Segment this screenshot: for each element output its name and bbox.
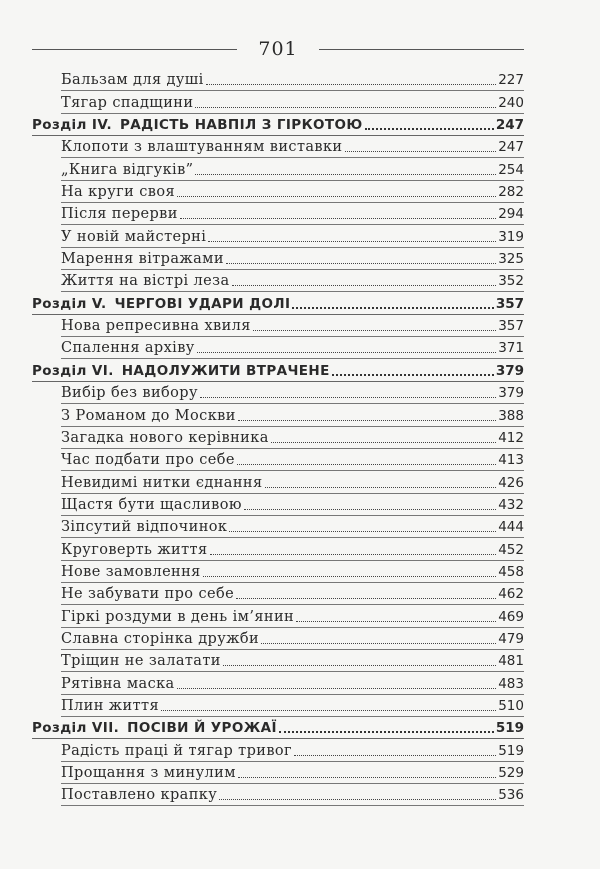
toc-page-number: 479 xyxy=(498,630,524,647)
toc-page-number: 352 xyxy=(498,273,524,290)
toc-entry-row xyxy=(32,672,524,694)
dot-leader xyxy=(294,755,496,756)
toc-entry-row xyxy=(32,225,524,247)
toc-entry-row xyxy=(32,471,524,493)
toc-entry-row xyxy=(32,561,524,583)
toc-entry-title: Прощання з минулим xyxy=(61,765,236,781)
toc-page-number: 519 xyxy=(498,742,524,759)
dot-leader xyxy=(180,218,496,219)
toc-entry-row xyxy=(32,203,524,225)
toc-page-number: 458 xyxy=(498,563,524,580)
toc-section-row xyxy=(32,292,524,314)
toc-entry-row xyxy=(32,69,524,91)
dot-leader xyxy=(296,621,496,622)
toc-page-number: 529 xyxy=(498,765,524,781)
dot-leader xyxy=(265,487,497,488)
toc-section-heading xyxy=(32,362,330,380)
dot-leader xyxy=(223,665,496,666)
toc-page-number: 240 xyxy=(498,94,524,111)
toc-entry-title: Бальзам для душі xyxy=(61,72,204,89)
dot-leader xyxy=(232,285,497,286)
dot-leader xyxy=(292,307,493,309)
toc-entry-row xyxy=(32,538,524,560)
toc-page-number: 481 xyxy=(498,653,524,670)
header-rule-right xyxy=(319,49,524,50)
dot-leader xyxy=(177,688,497,689)
dot-leader xyxy=(195,174,496,175)
dot-leader xyxy=(229,531,496,532)
toc-entry-row xyxy=(32,404,524,426)
toc-entry-title: На круги своя xyxy=(61,184,176,201)
dot-leader xyxy=(237,464,496,465)
section-label: Розділ VII. xyxy=(32,720,120,737)
toc-entry-title: Нове замовлення xyxy=(61,563,201,580)
toc-page-number: 483 xyxy=(498,675,524,692)
toc-page-number: 536 xyxy=(498,787,524,804)
toc-entry-title: Гіркі роздуми в день ім’янин xyxy=(61,608,295,625)
dot-leader xyxy=(253,330,496,331)
toc-entry-row xyxy=(32,516,524,538)
toc-entry-row xyxy=(32,494,524,516)
toc-page-number: 371 xyxy=(498,340,524,357)
toc-entry-title: Після перерви xyxy=(61,206,178,223)
dot-leader xyxy=(208,241,496,242)
toc-section-heading xyxy=(32,719,277,737)
toc-entry-title: З Романом до Москви xyxy=(61,407,236,424)
toc-entry-title: Плин життя xyxy=(61,697,159,714)
toc-page-number: 452 xyxy=(498,541,524,558)
toc-entry-row xyxy=(32,650,524,672)
section-title: ЧЕРГОВІ УДАРИ ДОЛІ xyxy=(114,295,291,312)
toc-entry-title: Щастя бути щасливою xyxy=(61,496,242,513)
dot-leader xyxy=(197,352,497,353)
toc-page-number: 247 xyxy=(495,117,524,134)
toc-entry-row xyxy=(32,270,524,292)
toc-entry-row xyxy=(32,739,524,761)
toc-entry-row xyxy=(32,449,524,471)
toc-entry-title: Життя на вістрі леза xyxy=(61,273,230,290)
toc-page-number: 388 xyxy=(498,407,524,424)
toc-page-number: 282 xyxy=(498,184,524,201)
dot-leader xyxy=(345,151,497,152)
toc-page-number: 357 xyxy=(495,295,524,312)
toc-entry-row xyxy=(32,315,524,337)
toc-page-number: 432 xyxy=(498,496,524,513)
toc-entry-title: Спалення архіву xyxy=(61,340,195,357)
dot-leader xyxy=(195,107,496,108)
toc-entry-title: Зіпсутий відпочинок xyxy=(61,519,228,536)
toc-page-number: 247 xyxy=(498,139,524,156)
toc-page-number: 412 xyxy=(498,429,524,446)
toc-section-row xyxy=(32,114,524,136)
page-number: 701 xyxy=(258,38,298,60)
toc-entry-title: Не забувати про себе xyxy=(61,586,235,603)
section-label: Розділ VI. xyxy=(32,362,114,379)
toc-page-number: 379 xyxy=(498,385,524,402)
toc-entry-title: Тріщин не залатати xyxy=(61,653,221,670)
section-label: Розділ V. xyxy=(32,295,107,312)
toc-page-number: 426 xyxy=(498,474,524,491)
section-label: Розділ IV. xyxy=(32,117,112,134)
dot-leader xyxy=(177,196,496,197)
toc-entry-row xyxy=(32,583,524,605)
toc-entry-row xyxy=(32,181,524,203)
dot-leader xyxy=(200,397,496,398)
toc-entry-title: У новій майстерні xyxy=(61,228,207,245)
section-title: НАДОЛУЖИТИ ВТРАЧЕНЕ xyxy=(121,362,330,379)
toc-entry-title: „Книга відгуків” xyxy=(61,161,194,178)
toc-entry-title: Невидимі нитки єднання xyxy=(61,474,263,491)
dot-leader xyxy=(236,598,496,599)
toc-entry-title: Вибір без вибору xyxy=(61,385,198,402)
dot-leader xyxy=(238,777,496,778)
toc-section-row xyxy=(32,359,524,381)
toc-entry-title: Тягар спадщини xyxy=(61,94,194,111)
toc-entry-title: Радість праці й тягар тривог xyxy=(61,742,293,759)
toc-entry-row xyxy=(32,91,524,113)
toc-section-row xyxy=(32,717,524,739)
toc-page-number: 462 xyxy=(498,586,524,603)
toc-page-number: 444 xyxy=(498,519,524,536)
toc-entry-title: Рятівна маска xyxy=(61,675,175,692)
dot-leader xyxy=(244,509,496,510)
toc-entry-row xyxy=(32,337,524,359)
section-title: ПОСІВИ Й УРОЖАЇ xyxy=(127,720,277,737)
toc-page-number: 469 xyxy=(498,608,524,625)
dot-leader xyxy=(238,420,496,421)
toc-entry-row xyxy=(32,784,524,806)
toc-entry-row xyxy=(32,695,524,717)
table-of-contents xyxy=(32,69,524,806)
dot-leader xyxy=(219,799,496,800)
toc-page-number: 413 xyxy=(498,452,524,469)
section-title: РАДІСТЬ НАВПІЛ З ГІРКОТОЮ xyxy=(120,117,363,134)
toc-entry-row xyxy=(32,136,524,158)
toc-page-number: 510 xyxy=(498,697,524,714)
toc-entry-title: Марення вітражами xyxy=(61,251,224,268)
toc-entry-row xyxy=(32,762,524,784)
toc-entry-title: Час подбати про себе xyxy=(61,452,235,469)
toc-section-heading xyxy=(32,116,363,134)
dot-leader xyxy=(203,576,496,577)
dot-leader xyxy=(261,643,496,644)
dot-leader xyxy=(365,128,494,130)
toc-entry-row xyxy=(32,382,524,404)
page-header xyxy=(32,36,524,64)
toc-entry-row xyxy=(32,628,524,650)
toc-page-number: 227 xyxy=(498,72,524,89)
toc-page-number: 319 xyxy=(498,228,524,245)
toc-entry-title: Славна сторінка дружби xyxy=(61,630,260,647)
toc-section-heading xyxy=(32,295,290,313)
toc-entry-title: Клопоти з влаштуванням виставки xyxy=(61,139,343,156)
toc-entry-row xyxy=(32,248,524,270)
toc-entry-title: Нова репресивна хвиля xyxy=(61,318,251,335)
toc-entry-title: Круговерть життя xyxy=(61,541,208,558)
dot-leader xyxy=(271,442,496,443)
toc-entry-row xyxy=(32,158,524,180)
toc-page-number: 254 xyxy=(498,161,524,178)
toc-page-number: 357 xyxy=(498,318,524,335)
toc-page-number: 325 xyxy=(498,251,524,268)
toc-entry-title: Поставлено крапку xyxy=(61,787,218,804)
toc-page-number: 379 xyxy=(495,362,524,379)
toc-entry-row xyxy=(32,605,524,627)
toc-page-number: 294 xyxy=(498,206,524,223)
dot-leader xyxy=(226,263,496,264)
toc-page-number: 519 xyxy=(495,720,524,737)
dot-leader xyxy=(279,731,494,733)
toc-entry-row xyxy=(32,427,524,449)
toc-entry-title: Загадка нового керівника xyxy=(61,429,269,446)
dot-leader xyxy=(206,84,496,85)
dot-leader xyxy=(161,710,496,711)
dot-leader xyxy=(210,554,497,555)
dot-leader xyxy=(332,374,494,376)
